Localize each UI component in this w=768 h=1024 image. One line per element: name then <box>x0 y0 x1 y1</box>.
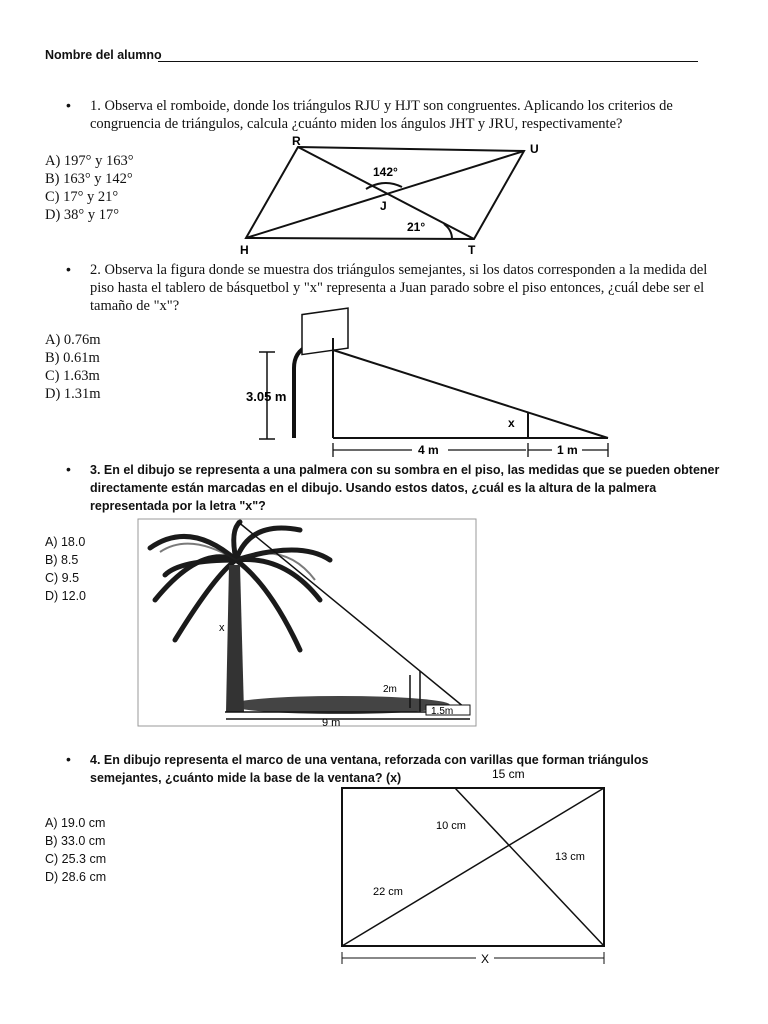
q1-option-c: C) 17° y 21° <box>45 189 119 205</box>
q3-option-a: A) 18.0 <box>45 535 86 549</box>
q3-option-c: C) 9.5 <box>45 571 80 585</box>
q4-label-22cm: 22 cm <box>373 886 403 898</box>
q3-bullet: • <box>66 461 71 477</box>
q4-option-b: B) 33.0 cm <box>45 834 106 848</box>
q4-bullet: • <box>66 751 71 767</box>
q4-option-d: D) 28.6 cm <box>45 870 107 884</box>
q1-label-u: U <box>530 142 539 156</box>
q2-bullet: • <box>66 261 71 277</box>
q1-label-142: 142° <box>373 165 398 179</box>
q4-text: 4. En dibujo representa el marco de una ventana, reforzada con varillas que forman triángulos semejantes, ¿cuánto mide la base de la ventana? (x) <box>90 753 649 785</box>
q1-label-t: T <box>468 243 476 257</box>
q4-diagonal-short <box>455 788 604 946</box>
q2-option-d: D) 1.31m <box>45 386 101 402</box>
q4-label-10cm: 10 cm <box>436 820 466 832</box>
q4-label-13cm: 13 cm <box>555 851 585 863</box>
q4-label-15cm: 15 cm <box>492 767 525 781</box>
q2-label-4m: 4 m <box>418 443 439 457</box>
q1-bullet: • <box>66 97 71 113</box>
q2-option-a: A) 0.76m <box>45 332 101 348</box>
q1-option-b: B) 163° y 142° <box>45 171 133 187</box>
q3-label-1-5m: 1.5m <box>431 706 454 717</box>
q1-option-d: D) 38° y 17° <box>45 207 120 223</box>
q2-option-b: B) 0.61m <box>45 350 100 366</box>
q1-label-h: H <box>240 243 249 257</box>
q1-label-j: J <box>380 199 387 213</box>
q2-label-height: 3.05 m <box>246 389 287 404</box>
q3-label-9m: 9 m <box>322 717 341 729</box>
q2-label-x: x <box>508 416 515 430</box>
q3-label-x: x <box>219 622 225 634</box>
student-name-label: Nombre del alumno <box>45 48 162 62</box>
q3-option-d: D) 12.0 <box>45 589 86 603</box>
q2-text: 2. Observa la figura donde se muestra dos triángulos semejantes, si los datos corresponden a la medida del piso hasta el tablero de básquetbol y "x" representa a Juan parado sobre el piso entonces, ¿cuál debe ser el tamaño de "x"? <box>90 262 708 314</box>
q4-diagonal-long <box>342 788 604 946</box>
q3-text: 3. En el dibujo se representa a una palmera con su sombra en el piso, las medidas que se pueden obtener directamente están marcadas en el dibujo. Usando estos datos, ¿cuál es la altura de la palmera representada por la letra "x"? <box>90 463 720 513</box>
q4-option-a: A) 19.0 cm <box>45 816 106 830</box>
q1-option-a: A) 197° y 163° <box>45 153 134 169</box>
q4-option-c: C) 25.3 cm <box>45 852 107 866</box>
q1-label-21: 21° <box>407 220 426 234</box>
q3-option-b: B) 8.5 <box>45 553 79 567</box>
q1-text: 1. Observa el romboide, donde los triángulos RJU y HJT son congruentes. Aplicando los criterios de congruencia de triángulos, calcula ¿cuánto miden los ángulos JHT y JRU, respectivamente? <box>90 98 673 132</box>
q1-label-r: R <box>292 134 301 148</box>
q2-option-c: C) 1.63m <box>45 368 100 384</box>
q2-label-1m: 1 m <box>557 443 578 457</box>
q3-label-2m: 2m <box>383 684 397 695</box>
q4-label-x: X <box>481 952 490 966</box>
